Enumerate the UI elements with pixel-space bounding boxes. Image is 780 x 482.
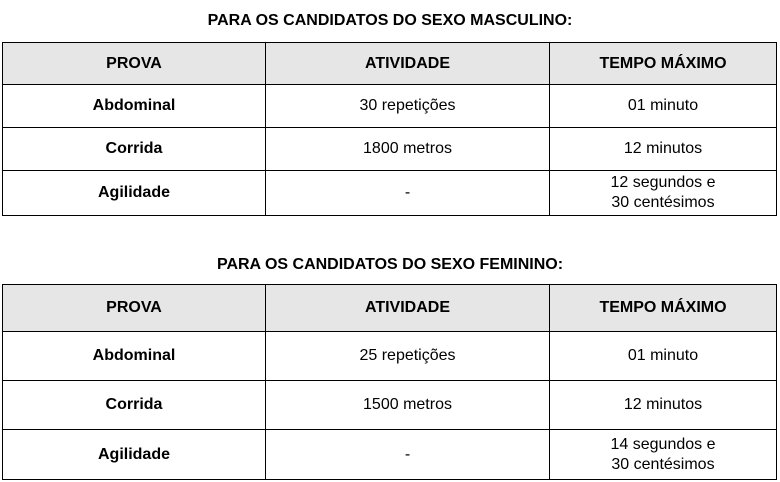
table-row — [3, 128, 777, 171]
table-row — [3, 85, 777, 128]
cell-tempo: 14 segundos e 30 centésimos — [550, 430, 777, 480]
cell-atividade: 1500 metros — [266, 381, 550, 430]
section-title-masculino: PARA OS CANDIDATOS DO SEXO MASCULINO: — [207, 12, 573, 29]
header-atividade: ATIVIDADE — [266, 285, 550, 332]
cell-prova: Corrida — [3, 381, 266, 430]
table-row — [3, 332, 777, 381]
section-title-feminino: PARA OS CANDIDATOS DO SEXO FEMININO: — [216, 256, 564, 273]
cell-prova: Abdominal — [3, 332, 266, 381]
cell-prova: Abdominal — [3, 85, 266, 128]
cell-tempo: 12 minutos — [550, 381, 777, 430]
cell-atividade: - — [266, 430, 550, 480]
cell-tempo: 01 minuto — [550, 85, 777, 128]
cell-prova: Corrida — [3, 128, 266, 171]
cell-tempo: 01 minuto — [550, 332, 777, 381]
table-row — [3, 430, 777, 480]
cell-atividade: - — [266, 171, 550, 216]
cell-atividade: 30 repetições — [266, 85, 550, 128]
header-prova: PROVA — [3, 43, 266, 85]
header-prova: PROVA — [3, 285, 266, 332]
cell-atividade: 25 repetições — [266, 332, 550, 381]
table-row — [3, 171, 777, 216]
header-tempo-maximo: TEMPO MÁXIMO — [550, 285, 777, 332]
cell-atividade: 1800 metros — [266, 128, 550, 171]
table-feminino — [2, 284, 777, 480]
table-row — [3, 381, 777, 430]
header-atividade: ATIVIDADE — [266, 43, 550, 85]
cell-prova: Agilidade — [3, 171, 266, 216]
header-row — [3, 43, 777, 85]
header-row — [3, 285, 777, 332]
cell-prova: Agilidade — [3, 430, 266, 480]
cell-tempo: 12 segundos e 30 centésimos — [550, 171, 777, 216]
table-masculino — [2, 42, 777, 216]
header-tempo-maximo: TEMPO MÁXIMO — [550, 43, 777, 85]
cell-tempo: 12 minutos — [550, 128, 777, 171]
